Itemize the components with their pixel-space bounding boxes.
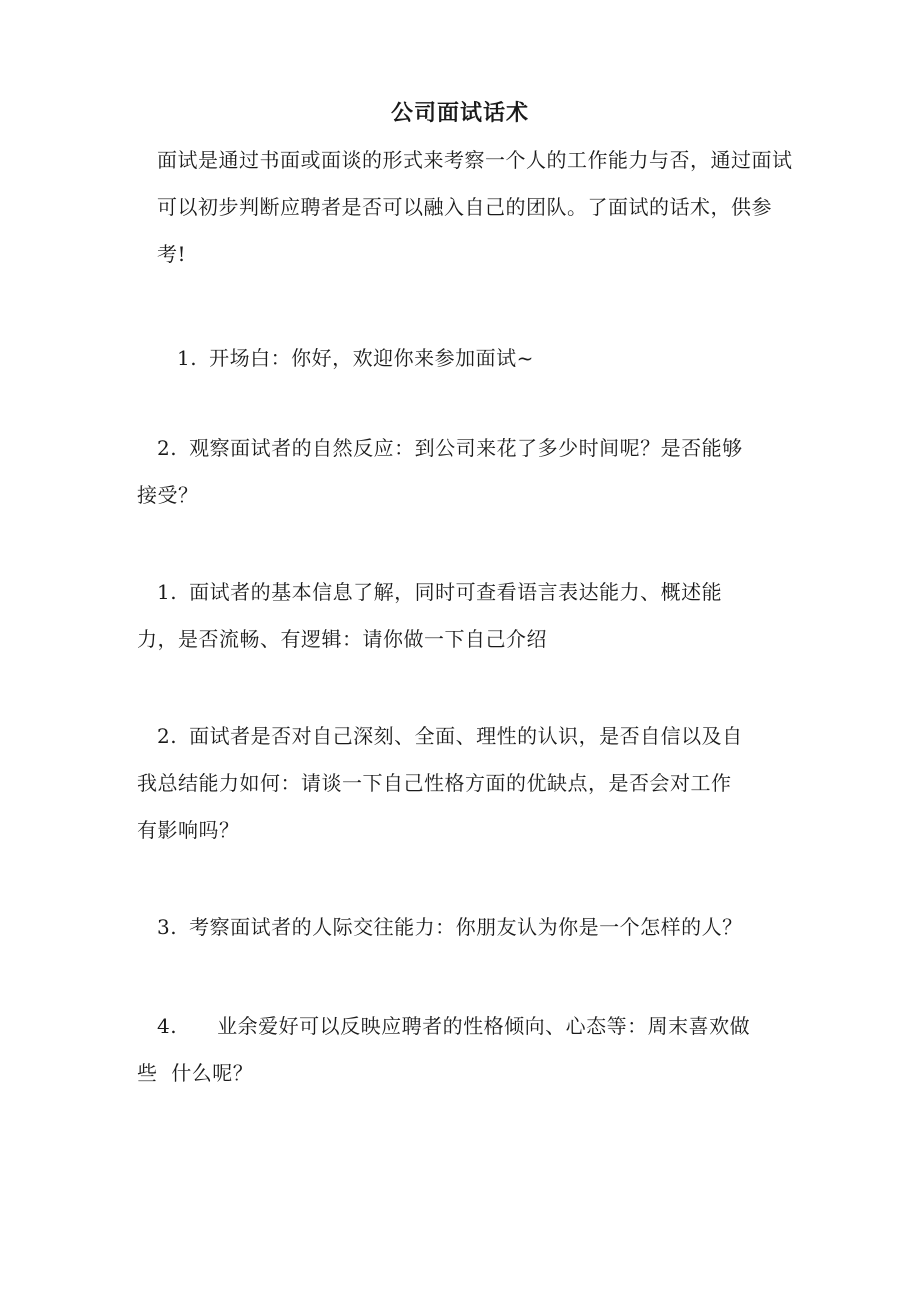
- list-item: [137, 335, 777, 382]
- item-number: 3.: [157, 915, 178, 939]
- item-text: 观察面试者的自然反应：到公司来花了多少时间呢？是否能够: [189, 436, 743, 460]
- list-item: [137, 904, 777, 951]
- item-text: 考察面试者的人际交往能力：你朋友认为你是一个怎样的人？: [189, 915, 743, 939]
- list-item: [137, 713, 777, 854]
- item-text: 业余爱好可以反映应聘者的性格倾向、心态等：周末喜欢做: [217, 1014, 751, 1038]
- item-number: 2.: [157, 436, 178, 460]
- list-item: [137, 569, 777, 663]
- list-item: [137, 1003, 777, 1097]
- item-text: 力，是否流畅、有逻辑：请你做一下自己介绍: [137, 627, 547, 651]
- item-number: 1.: [157, 580, 178, 604]
- item-text: 我总结能力如何：请谈一下自己性格方面的优缺点，是否会对工作: [137, 771, 732, 795]
- item-number: 2.: [157, 724, 178, 748]
- list-item: [137, 425, 777, 519]
- item-number: 4.: [157, 1014, 178, 1038]
- item-text: 面试者是否对自己深刻、全面、理性的认识，是否自信以及自: [189, 724, 743, 748]
- item-number: 1.: [177, 346, 198, 370]
- item-text: 接受？: [137, 483, 199, 507]
- item-text: 些 什么呢？: [137, 1061, 254, 1085]
- item-text: 开场白：你好，欢迎你来参加面试~: [209, 346, 534, 370]
- document-title: 公司面试话术: [390, 101, 529, 126]
- item-text: 有影响吗？: [137, 818, 240, 842]
- item-text: 面试者的基本信息了解，同时可查看语言表达能力、概述能: [189, 580, 723, 604]
- intro-paragraph: 面试是通过书面或面谈的形式来考察一个人的工作能力与否，通过面试可以初步判断应聘者是否可以融入自己的团队。了面试的话术，供参考!: [157, 148, 793, 266]
